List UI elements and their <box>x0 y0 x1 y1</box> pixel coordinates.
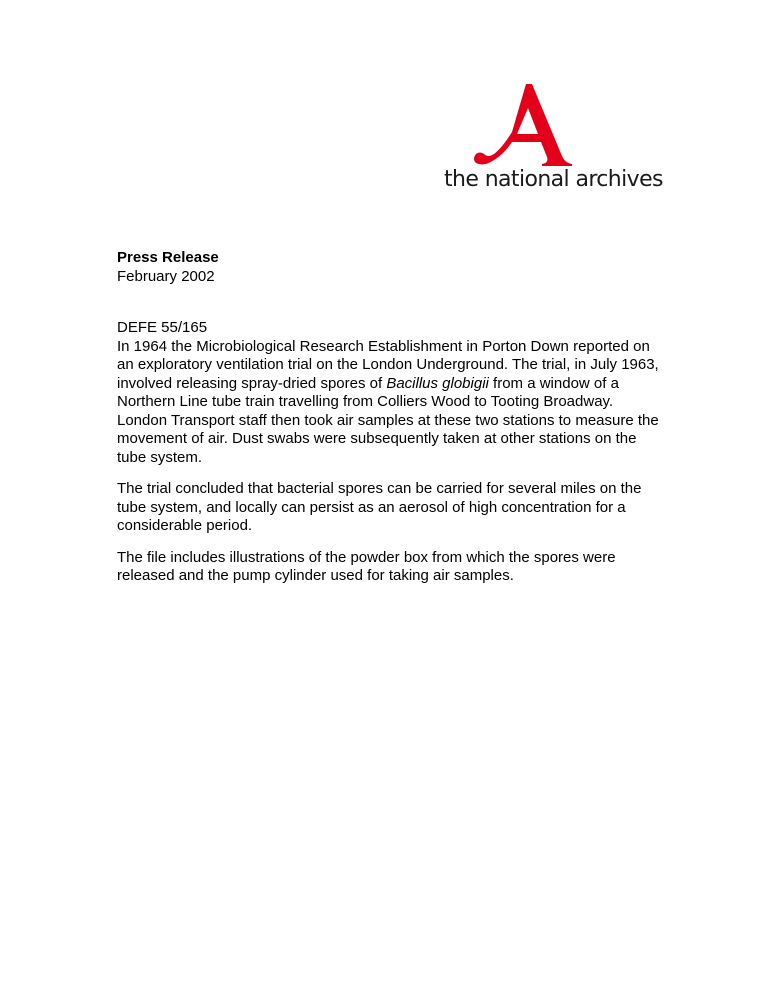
paragraph-trial-description <box>117 338 662 468</box>
paragraph-text: In 1964 the Microbiological Research Establishment in Porton Down reported on an exploratory ventilation trial on the London Underground. The trial, in July 1963, involved releasing spray-dried spores of <box>117 337 659 392</box>
paragraph-trial-conclusion: The trial concluded that bacterial spores can be carried for several miles on the tube system, and locally can persist as an aerosol of high concentration for a considerable period. <box>117 480 642 534</box>
paragraph-file-contents: The file includes illustrations of the powder box from which the spores were released and the pump cylinder used for taking air samples. <box>117 548 616 584</box>
species-name: Bacillus globigii <box>386 374 489 392</box>
press-release-heading: Press Release <box>117 249 219 266</box>
file-reference: DEFE 55/165 <box>117 319 208 336</box>
national-archives-a-icon <box>472 84 576 168</box>
logo-wordmark: the national archives <box>444 167 663 192</box>
paragraph-text: from a window of a Northern Line tube train travelling from Colliers Wood to Tooting Broadway. London Transport staff then took air samples at these two stations to measure the movement of air. Dust swabs were subsequently taken at other stations on the tube system. <box>117 374 659 466</box>
press-release-body <box>117 249 662 586</box>
national-archives-logo <box>440 84 663 202</box>
release-date: February 2002 <box>117 267 215 285</box>
